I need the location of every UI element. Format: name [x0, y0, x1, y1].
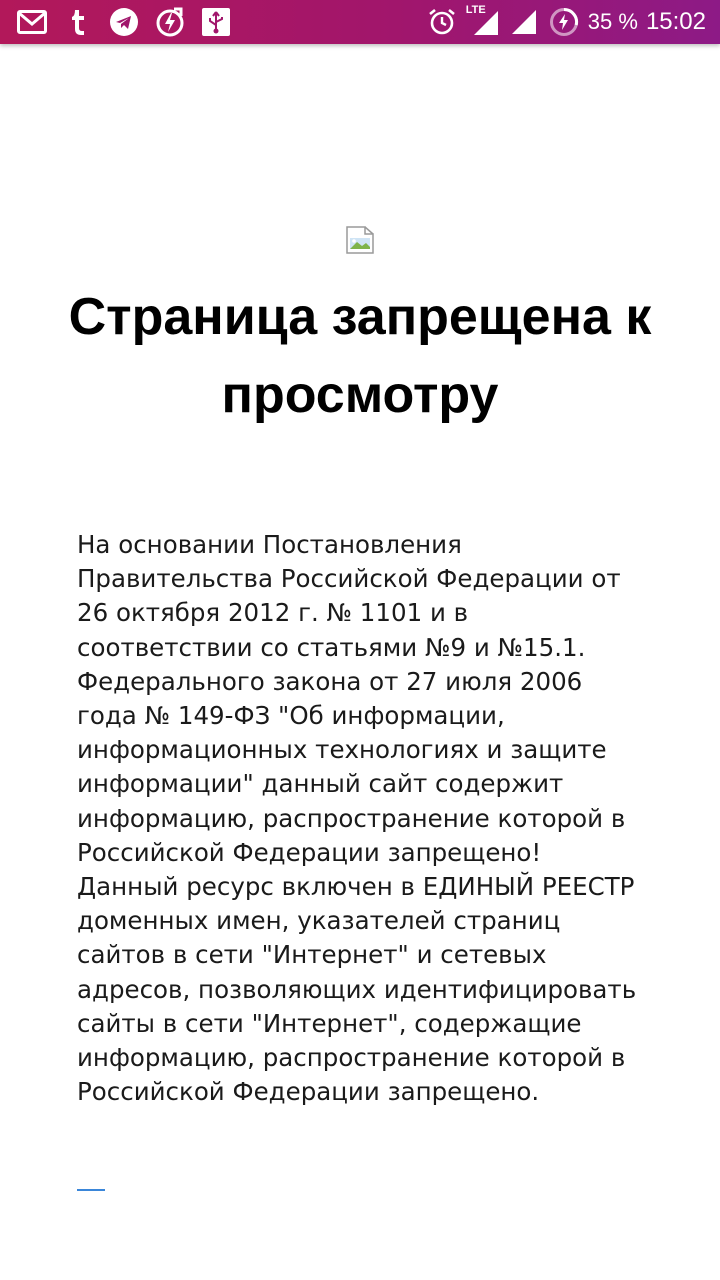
usb-icon — [200, 6, 232, 38]
tumblr-icon — [62, 6, 94, 38]
signal-icon — [508, 6, 540, 38]
broken-image-icon — [346, 226, 374, 254]
alarm-icon — [426, 6, 458, 38]
lte-signal-icon — [466, 6, 500, 38]
status-bar — [0, 0, 720, 44]
page-title: Страница запрещена к просмотру — [68, 288, 652, 424]
battery-charging-icon — [548, 6, 580, 38]
block-notice-text: На основании Постановления Правительства Российской Федерации от 26 октября 2012 г. № 1101 и в соответствии со статьями №9 и №15.1. Федерального закона от 27 июля 2006 года № 149-ФЗ "Об информации, информационных технологиях и защите информации" данный сайт содержит информацию, распространение которой в Российской Федерации запрещено! Данный ресурс включен в ЕДИНЫЙ РЕЕСТР доменных имен, указателей страниц сайтов в сети "Интернет" и сетевых адресов, позволяющих идентифицировать сайты в сети "Интернет", содержащие информацию, распространение которой в Российской Федерации запрещено. — [77, 530, 637, 1107]
notification-icons — [16, 6, 232, 38]
lte-label: LTE — [465, 4, 486, 16]
telegram-icon — [108, 6, 140, 38]
hidden-link[interactable] — [77, 1189, 105, 1191]
system-icons — [426, 6, 706, 38]
flash-icon — [154, 6, 186, 38]
battery-percentage: 35 % — [587, 9, 638, 34]
clock: 15:02 — [645, 8, 706, 35]
gmail-icon — [16, 6, 48, 38]
